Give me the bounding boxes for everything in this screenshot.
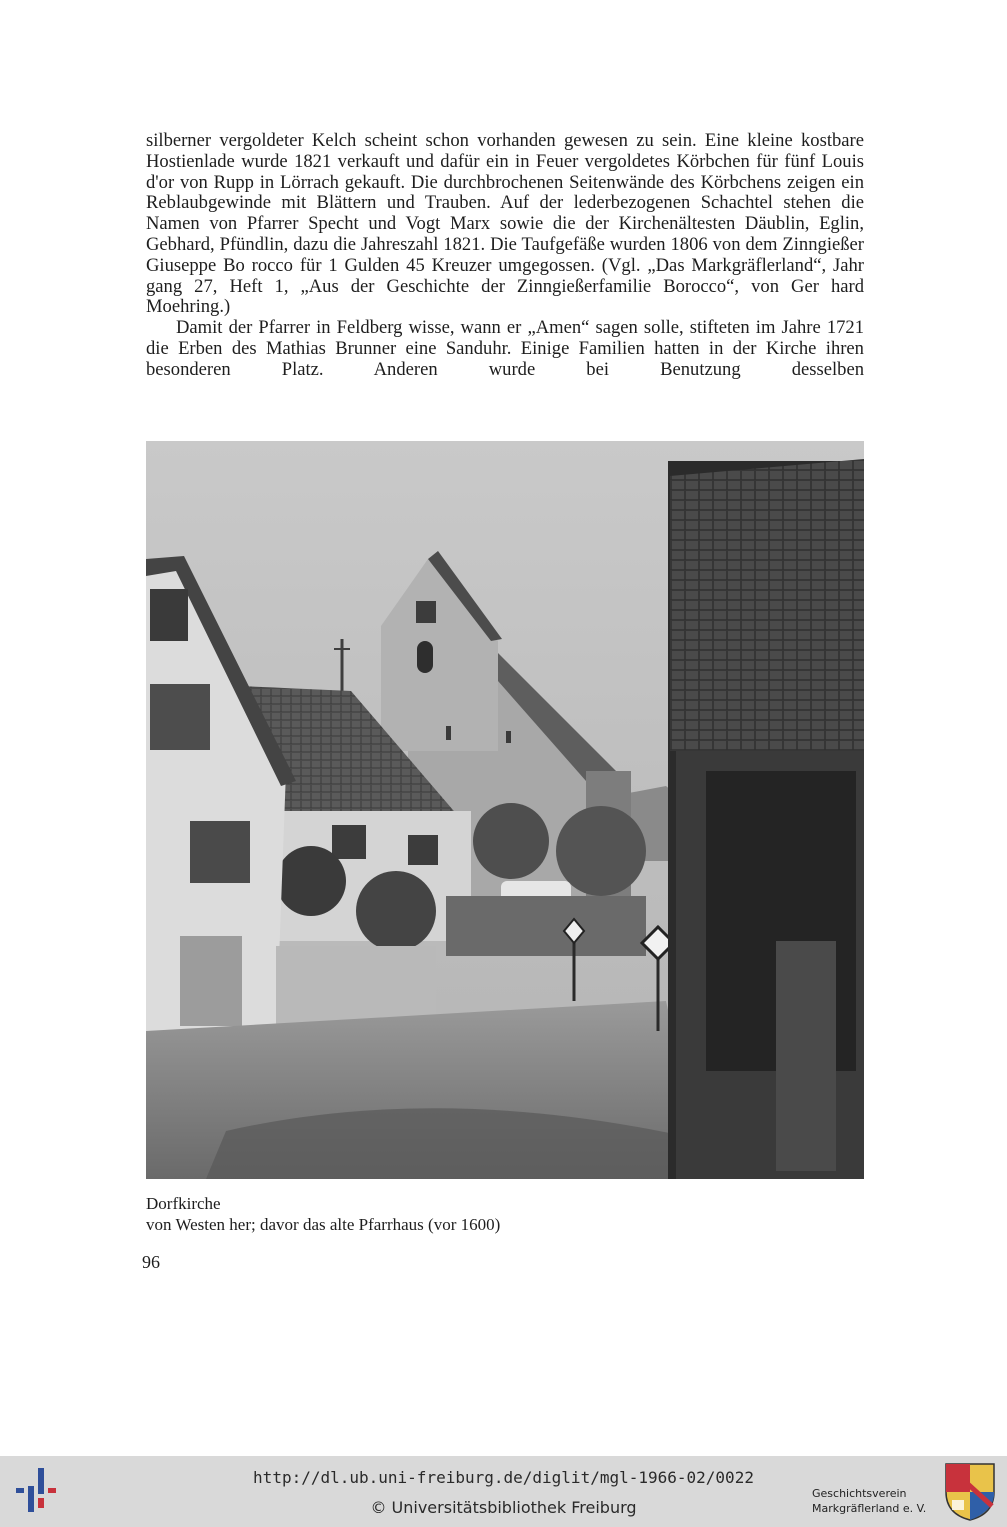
text-line: kostbare Hostienlade wurde 1821 verkauft und dafür ein in Feuer vergoldetes — [146, 130, 864, 172]
body-text — [146, 131, 864, 381]
paragraph — [146, 131, 864, 318]
document-url-link[interactable]: http://dl.ub.uni-freiburg.de/diglit/mgl-1966-02/0022 — [253, 1468, 754, 1487]
photo-caption — [146, 1193, 500, 1235]
footer-bar — [0, 1456, 1007, 1527]
page-number: 96 — [142, 1252, 160, 1272]
society-name — [812, 1486, 926, 1516]
text-line: silberner vergoldeter Kelch scheint schon vorhanden gewesen zu sein. Eine kleine — [146, 130, 793, 151]
text-line: Jahreszahl 1821. Die Taufgefäße wurden 1806 von dem Zinngießer Giuseppe Bo — [146, 233, 864, 276]
text-line: gang 27, Heft 1, „Aus der Geschichte der Zinngießerfamilie Borocco“, von Ger — [146, 275, 819, 297]
text-line: in der Kirche ihren besonderen Platz. Anderen wurde bei Benutzung desselben — [146, 337, 864, 380]
text-line: hard Moehring.) — [146, 275, 865, 318]
text-line: im Jahre 1721 die Erben des Mathias Brunner eine Sanduhr. Einige Familien hatten — [146, 317, 865, 359]
text-line: Seitenwände des Körbchens zeigen ein Reblaubgewinde mit Blättern und Trauben. — [146, 171, 864, 214]
markgraeflerland-crest-icon[interactable] — [944, 1462, 996, 1522]
paragraph — [146, 318, 864, 380]
society-line: Geschichtsverein — [812, 1487, 907, 1500]
caption-subtitle: von Westen her; davor das alte Pfarrhaus (vor 1600) — [146, 1215, 501, 1234]
caption-title: Dorfkirche — [146, 1194, 221, 1213]
text-line: Damit der Pfarrer in Feldberg wisse, wann er „Amen“ sagen solle, stifteten — [176, 317, 750, 339]
village-church-photo — [146, 441, 864, 1179]
text-line: Körbchen für fünf Louis d'or von Rupp in Lörrach gekauft. Die durchbrochenen — [146, 150, 864, 193]
text-line: rocco für 1 Gulden 45 Kreuzer umgegossen. (Vgl. „Das Markgräflerland“, Jahr — [251, 254, 864, 276]
society-line: Markgräflerland e. V. — [812, 1502, 927, 1515]
copyright-text: © Universitätsbibliothek Freiburg — [370, 1498, 637, 1517]
text-line: Auf der lederbezogenen Schachtel stehen die Namen von Pfarrer Specht und Vogt — [146, 192, 864, 235]
text-line: Marx sowie die der Kirchenältesten Däublin, Eglin, Gebhard, Pfündlin, dazu die — [146, 213, 865, 255]
photo-illustration — [146, 441, 864, 1179]
